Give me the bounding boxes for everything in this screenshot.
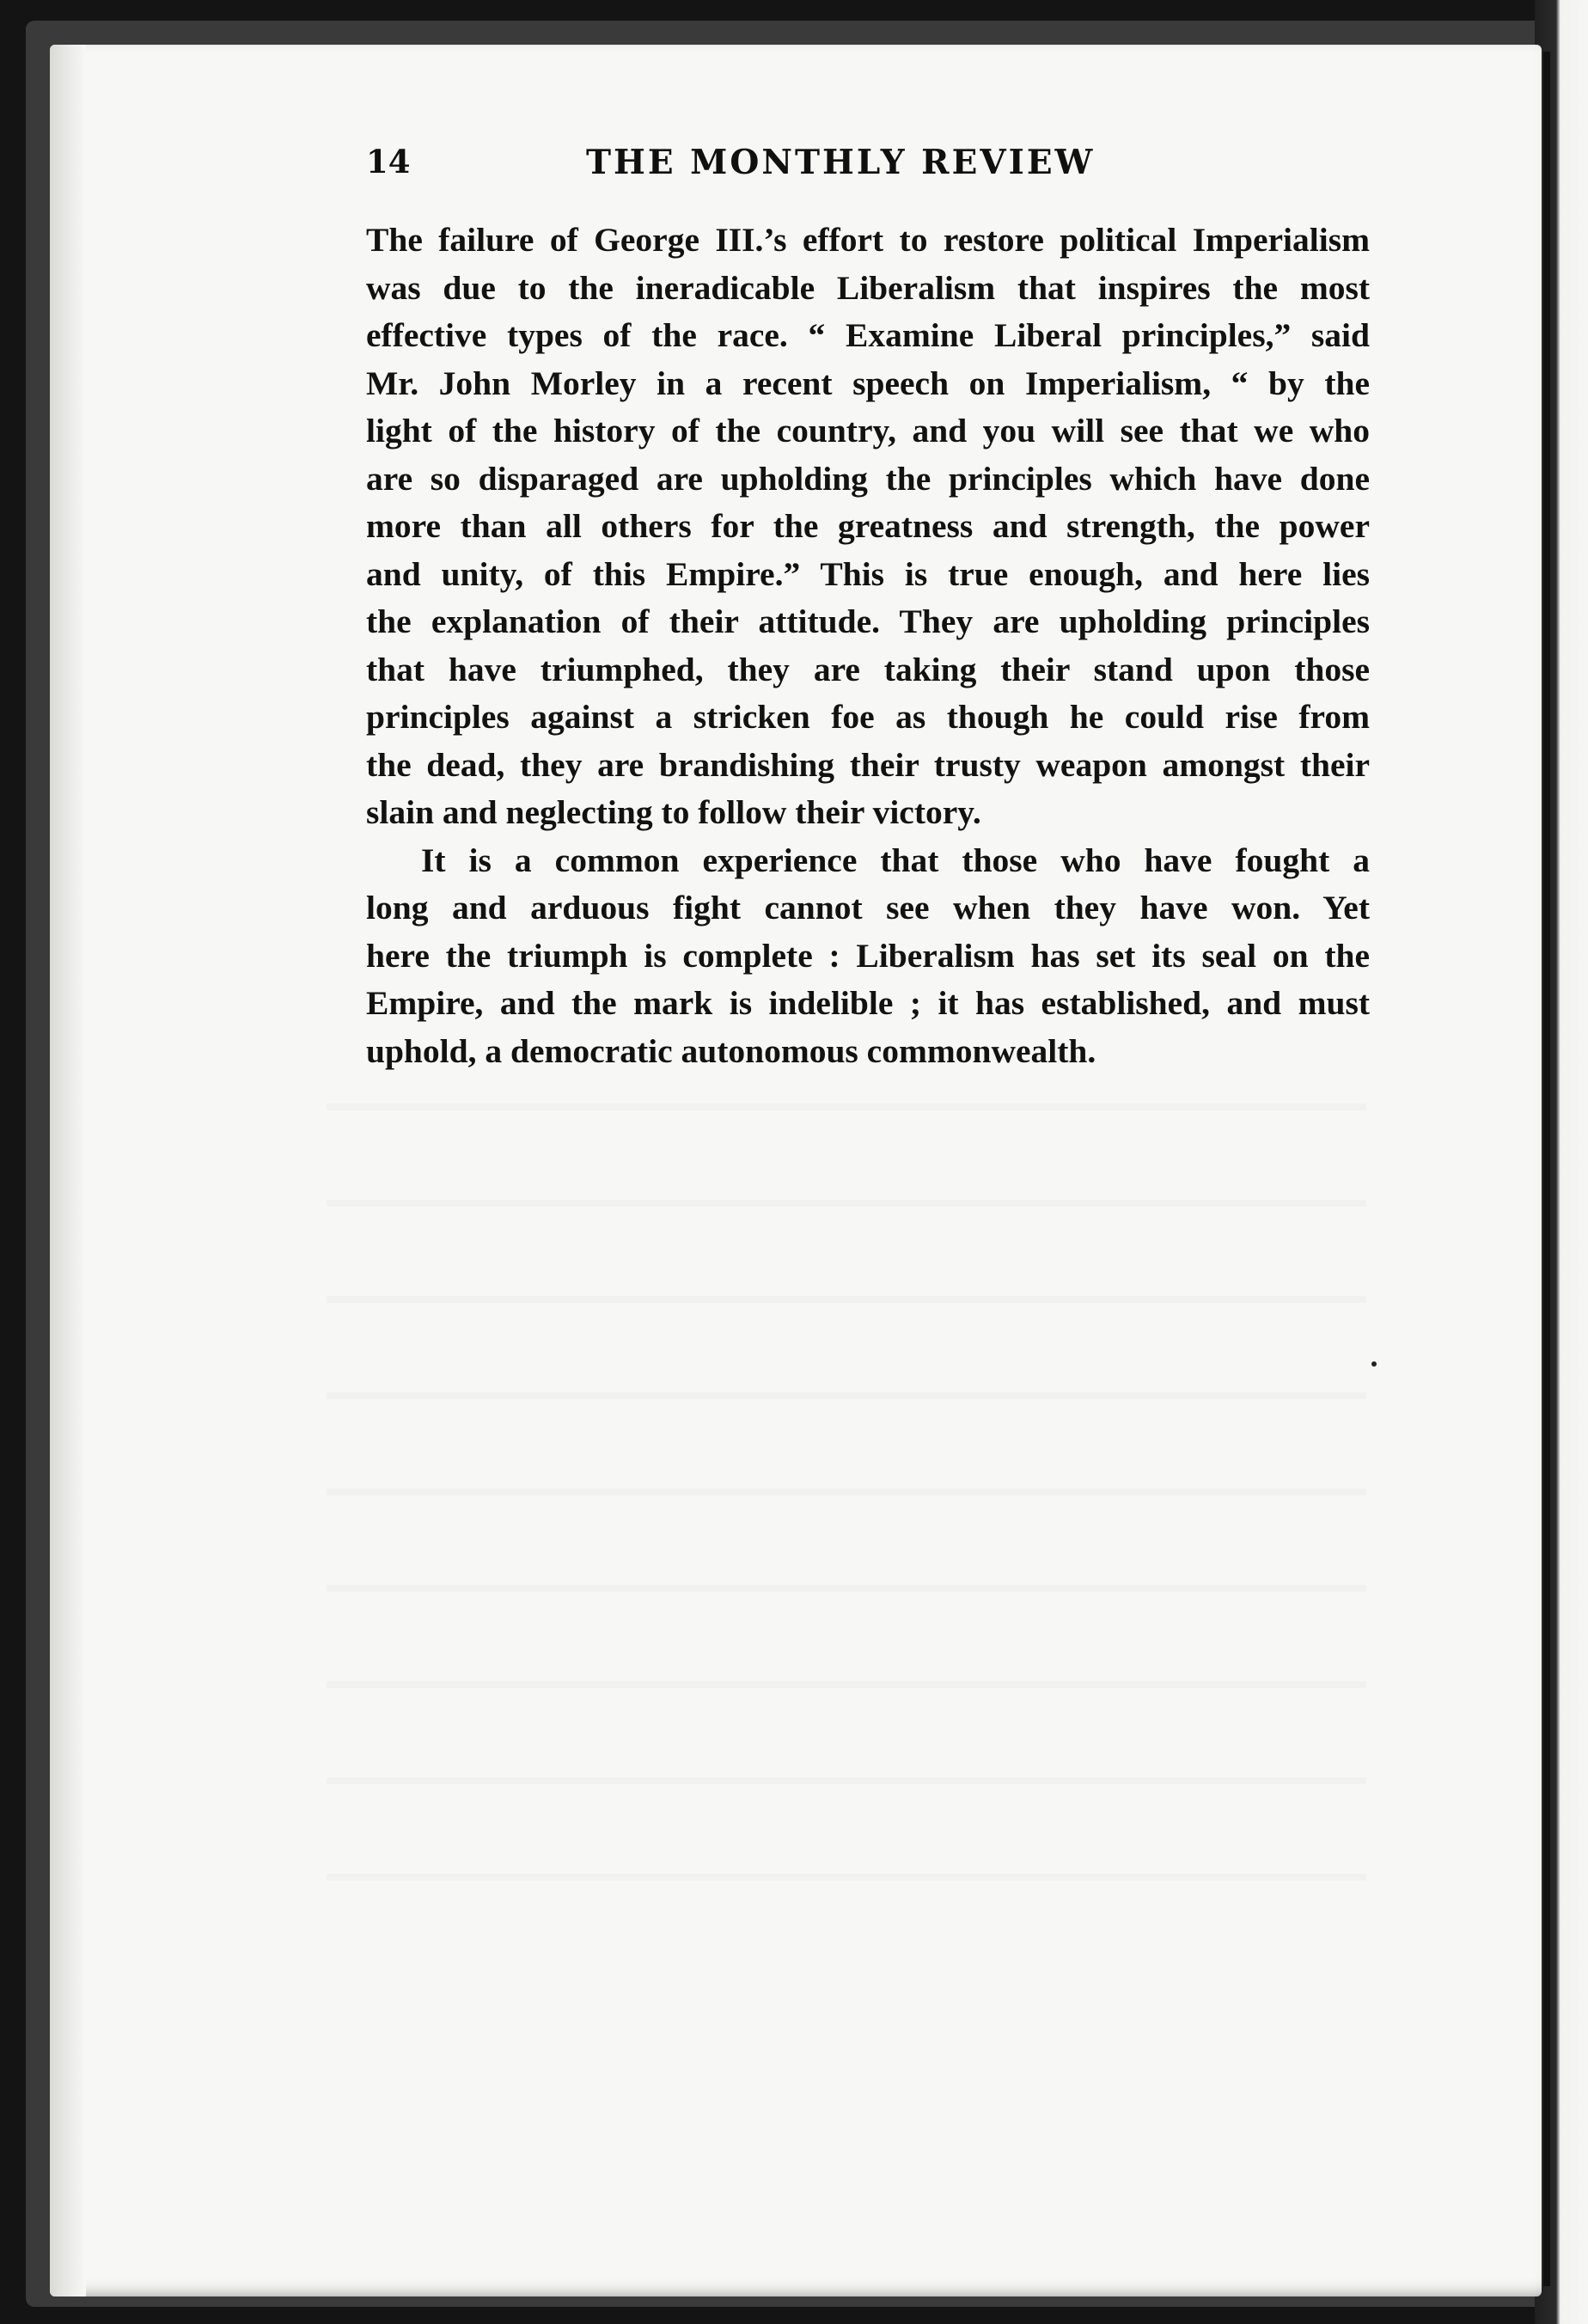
paragraph-1 [366, 217, 1370, 837]
text-line: light of the history of the country, and you will see that we who [366, 412, 1370, 450]
facing-page-edge [1535, 0, 1588, 2324]
body-text [366, 217, 1370, 1075]
text-line: long and arduous fight cannot see when they have won. Yet [366, 889, 1370, 927]
text-line: The failure of George III.’s effort to restore political Imperialism [366, 221, 1370, 259]
show-through-line [327, 1681, 1366, 1688]
text-line: here the triumph is complete : Liberalism has set its seal on the [366, 936, 1370, 975]
text-line: It is a common experience that those who have fought a [421, 841, 1370, 879]
text-line: Mr. John Morley in a recent speech on Imperialism, “ by the [366, 364, 1370, 402]
show-through-line [327, 1874, 1366, 1881]
text-line: the dead, they are brandishing their trusty weapon amongst their [366, 745, 1370, 784]
ink-speck [1371, 1361, 1377, 1367]
show-through-line [327, 1585, 1366, 1592]
text-line: more than all others for the greatness and strength, the power [366, 507, 1370, 545]
show-through-line [327, 1489, 1366, 1495]
text-line: that have triumphed, they are taking their stand upon those [366, 650, 1370, 688]
show-through-line [327, 1777, 1366, 1784]
text-line: was due to the ineradicable Liberalism that inspires the most [366, 268, 1370, 307]
running-head [366, 143, 1370, 194]
show-through-line [327, 1104, 1366, 1110]
show-through-line [327, 1296, 1366, 1303]
text-line: Empire, and the mark is indelible ; it has established, and must [366, 984, 1370, 1022]
text-line: the explanation of their attitude. They are upholding principles [366, 602, 1370, 640]
show-through-line [327, 1200, 1366, 1207]
text-line: and unity, of this Empire.” This is true enough, and here lies [366, 554, 1370, 593]
page-number: 14 [366, 143, 411, 180]
page-left-shadow [50, 45, 86, 2296]
text-line: uphold, a democratic autonomous commonwealth. [366, 1031, 1096, 1070]
text-line: effective types of the race. “ Examine Liberal principles,” said [366, 316, 1370, 354]
text-line: principles against a stricken foe as though he could rise from [366, 698, 1370, 736]
journal-title: THE MONTHLY REVIEW [586, 143, 1096, 182]
text-line: are so disparaged are upholding the principles which have done [366, 459, 1370, 498]
paragraph-2 [366, 837, 1370, 1076]
text-line: slain and neglecting to follow their victory. [366, 793, 981, 831]
show-through-line [327, 1392, 1366, 1399]
gutter-shadow [1543, 52, 1550, 2286]
